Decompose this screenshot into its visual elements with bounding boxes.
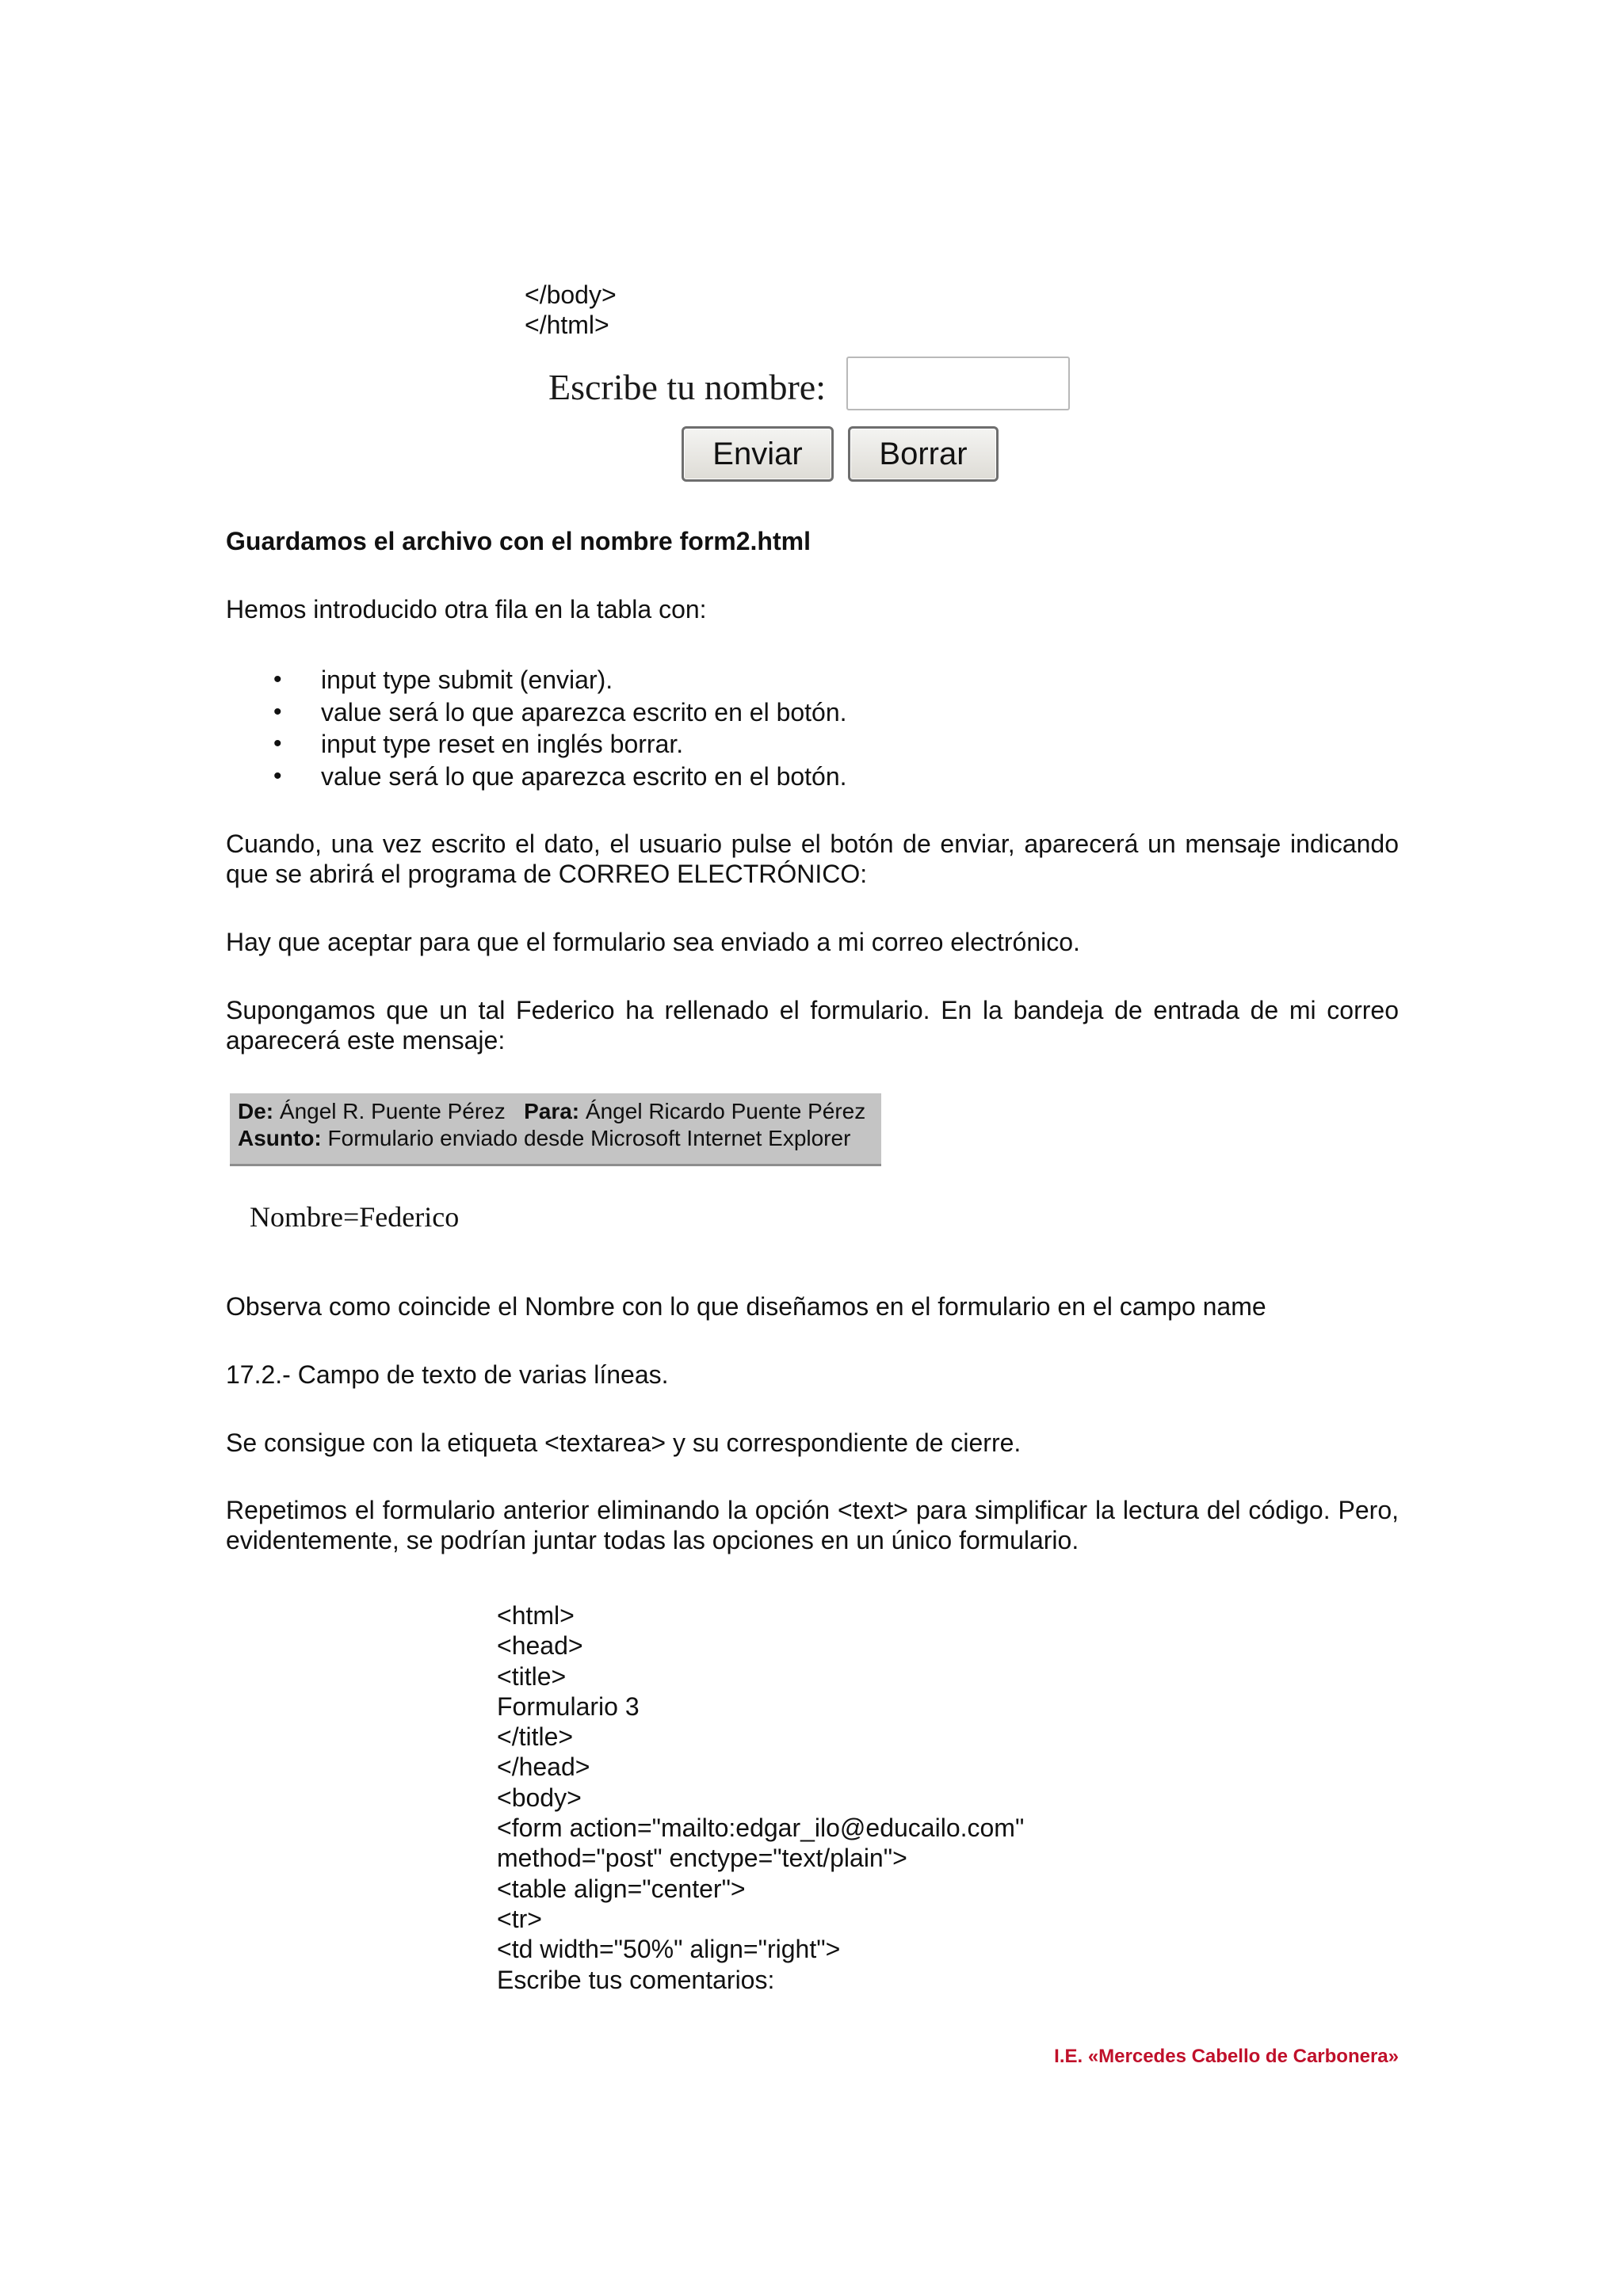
- email-body: Nombre=Federico: [250, 1201, 460, 1233]
- from-label: De:: [238, 1099, 274, 1123]
- code-line: <html>: [497, 1601, 575, 1630]
- code-line: <form action="mailto:edgar_ilo@educailo.com": [497, 1814, 1025, 1843]
- email-subject-row: [238, 1125, 873, 1152]
- code-line: </head>: [497, 1753, 590, 1782]
- code-line: <head>: [497, 1631, 583, 1661]
- code-line: Escribe tus comentarios:: [497, 1965, 775, 1994]
- page-footer: I.E. «Mercedes Cabello de Carbonera»: [1054, 2046, 1399, 2067]
- code-line: </html>: [525, 311, 609, 339]
- list-item: • value será lo que aparezca escrito en el botón.: [226, 696, 847, 729]
- code-line: </body>: [525, 280, 617, 309]
- code-line: <body>: [497, 1783, 582, 1812]
- paragraph-repeat: Repetimos el formulario anterior eliminando la opción <text> para simplificar la lectura del código. Pero, evidentemente, se podrían juntar todas las opciones en un único formulario.: [226, 1496, 1399, 1554]
- name-input[interactable]: [846, 357, 1070, 410]
- code-line: <table align="center">: [497, 1874, 746, 1903]
- code-line: Formulario 3: [497, 1691, 640, 1721]
- submit-button[interactable]: Enviar: [682, 426, 834, 482]
- saved-heading: Guardamos el archivo con el nombre form2.html: [226, 527, 811, 555]
- paragraph-accept: Hay que aceptar para que el formulario sea enviado a mi correo electrónico.: [226, 928, 1080, 956]
- section-heading: 17.2.- Campo de texto de varias líneas.: [226, 1360, 669, 1389]
- code-line: </title>: [497, 1722, 574, 1752]
- paragraph-observe: Observa como coincide el Nombre con lo que diseñamos en el formulario en el campo name: [226, 1292, 1266, 1321]
- bullet-icon: •: [273, 666, 282, 692]
- email-from-row: [238, 1098, 873, 1125]
- paragraph-send-info: Cuando, una vez escrito el dato, el usuario pulse el botón de enviar, aparecerá un mensaje indicando que se abrirá el programa de CORREO ELECTRÓNICO:: [226, 830, 1399, 888]
- email-header: [230, 1093, 881, 1166]
- bullet-icon: •: [273, 762, 282, 789]
- top-code-block: [525, 280, 617, 340]
- subject-value: Formulario enviado desde Microsoft Internet Explorer: [327, 1126, 851, 1150]
- list-item: • value será lo que aparezca escrito en el botón.: [226, 761, 847, 793]
- bullet-icon: •: [273, 730, 282, 757]
- code-line: <td width="50%" align="right">: [497, 1935, 841, 1964]
- code-line: <title>: [497, 1661, 567, 1691]
- paragraph-federico: Supongamos que un tal Federico ha rellenado el formulario. En la bandeja de entrada de mi correo aparecerá este mensaje:: [226, 996, 1399, 1055]
- bullet-icon: •: [273, 698, 282, 725]
- bullet-list: [226, 664, 847, 792]
- to-value: Ángel Ricardo Puente Pérez: [585, 1099, 866, 1123]
- form-label: Escribe tu nombre:: [548, 367, 827, 407]
- list-item: • input type reset en inglés borrar.: [226, 728, 847, 761]
- list-item: • input type submit (enviar).: [226, 664, 847, 696]
- intro-text: Hemos introducido otra fila en la tabla con:: [226, 595, 707, 624]
- paragraph-textarea: Se consigue con la etiqueta <textarea> y su correspondiente de cierre.: [226, 1428, 1022, 1457]
- from-value: Ángel R. Puente Pérez: [279, 1099, 506, 1123]
- form-preview: [539, 355, 1078, 490]
- to-label: Para:: [524, 1099, 580, 1123]
- subject-label: Asunto:: [238, 1126, 322, 1150]
- code-block: [497, 1600, 1024, 1995]
- code-line: method="post" enctype="text/plain">: [497, 1844, 907, 1873]
- reset-button[interactable]: Borrar: [848, 426, 999, 482]
- code-line: <tr>: [497, 1904, 542, 1933]
